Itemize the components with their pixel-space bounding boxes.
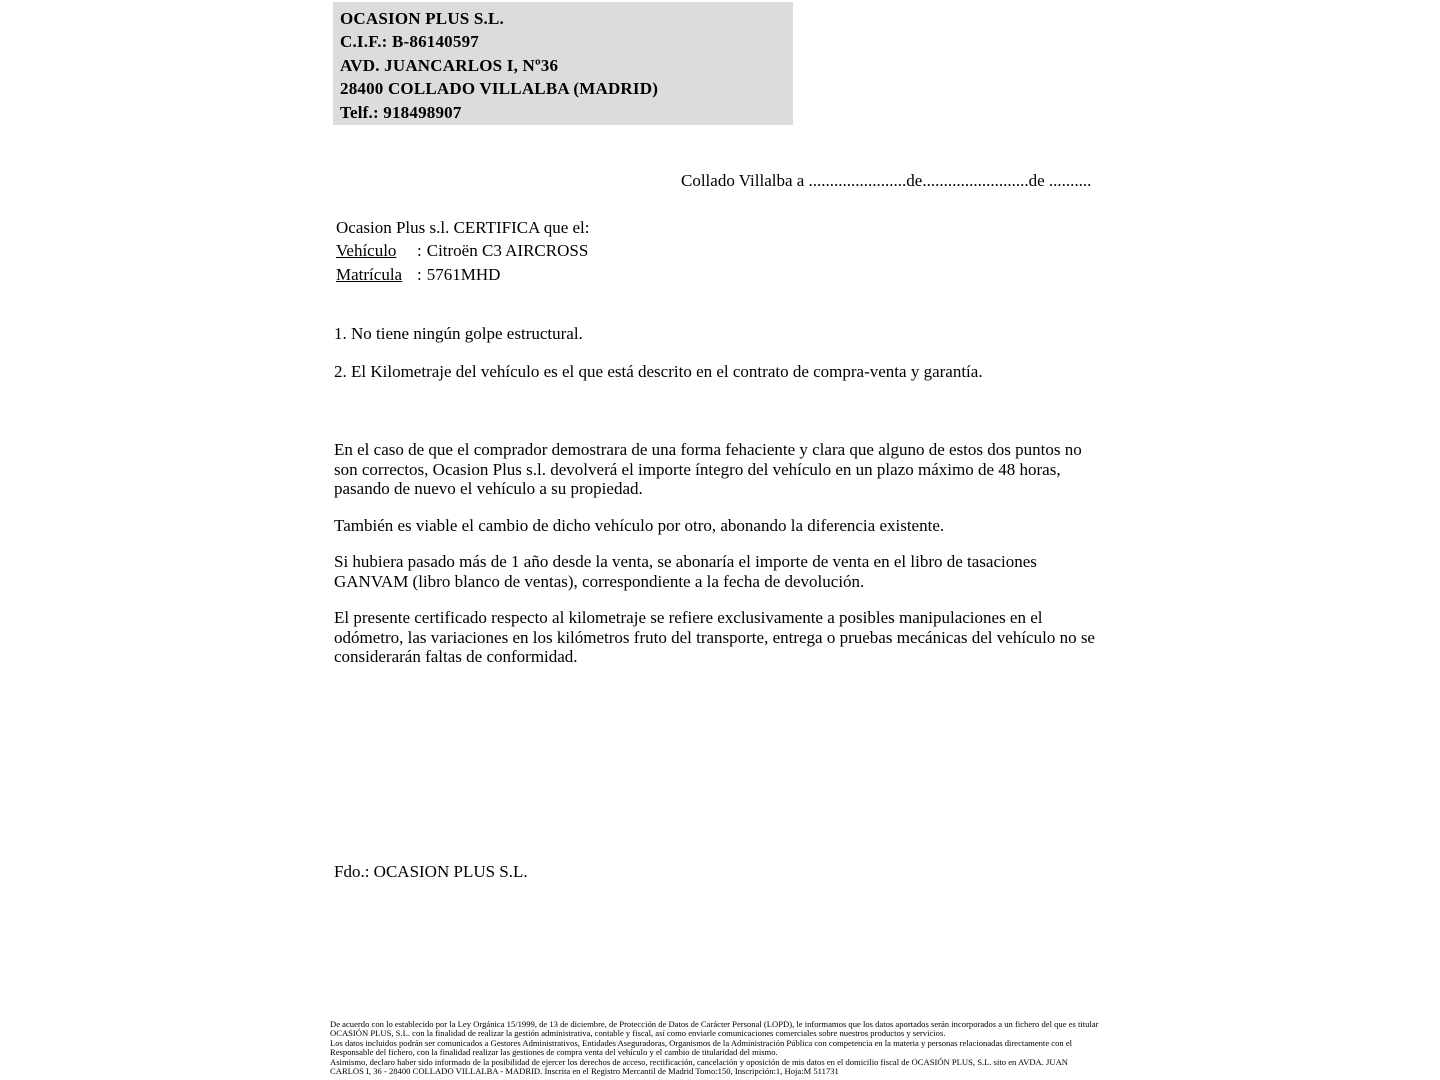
- certify-intro: Ocasion Plus s.l. CERTIFICA que el:: [336, 218, 590, 237]
- terms-paragraph-ganvam: Si hubiera pasado más de 1 año desde la venta, se abonaría el importe de venta en el libro de tasaciones GANVAM (libro blanco de ventas), correspondiente a la fecha de devolución.: [334, 552, 1037, 591]
- legal-line: Responsable del fichero, con la finalidad realizar las gestiones de compra venta del vehículo y el cambio de titularidad del mismo.: [330, 1047, 778, 1058]
- plate-label: Matrícula: [336, 264, 403, 284]
- company-name: OCASION PLUS S.L.: [340, 9, 504, 28]
- vehicle-label-cell: [336, 239, 417, 262]
- terms-paragraph-refund: En el caso de que el comprador demostrara de una forma fehaciente y clara que alguno de estos dos puntos no son correctos, Ocasion Plus s.l. devolverá el importe íntegro del vehículo en un plazo máximo de 48 horas, pasando de nuevo el vehículo a su propiedad.: [334, 440, 1082, 498]
- plate-value: 5761MHD: [426, 264, 501, 284]
- legal-line: OCASIÓN PLUS, S.L. con la finalidad de realizar la gestión administrativa, contable y fiscal, así como enviarle comunicaciones comerciales sobre nuestros productos y servicios.: [330, 1028, 946, 1039]
- plate-colon: :: [417, 264, 422, 284]
- company-city: 28400 COLLADO VILLALBA (MADRID): [340, 79, 659, 99]
- company-header-box: [333, 2, 793, 125]
- legal-line: Asimismo, declaro haber sido informado de la posibilidad de ejercer los derechos de acceso, rectificación, cancelación y oposición de mis datos en el domicilio fiscal de OCASIÓN PLUS, S.L. sito en AVDA. JUAN: [330, 1056, 1069, 1067]
- plate-row: [336, 263, 590, 286]
- vehicle-label: Vehículo: [336, 241, 397, 261]
- condition-item-1: 1. No tiene ningún golpe estructural.: [334, 324, 583, 343]
- legal-line: CARLOS I, 36 - 28400 COLLADO VILLALBA - MADRID. Inscrita en el Registro Mercantil de Madrid Tomo:150, Inscripción:1, Hoja:M 511731: [330, 1066, 839, 1077]
- legal-line: De acuerdo con lo establecido por la Ley Orgánica 15/1999, de 13 de diciembre, de Protección de Datos de Carácter Personal (LOPD), le informamos que los datos aportados serán incorporados a un fichero del que es titular: [330, 1019, 1099, 1029]
- vehicle-colon: :: [417, 241, 422, 261]
- conditions-list: [334, 324, 983, 399]
- terms-section: [334, 440, 1096, 684]
- legal-line: Los datos incluidos podrán ser comunicados a Gestores Administrativos, Entidades Aseguradoras, Organismos de la Administración Pública con competencia en la materia y personas relacionadas directamente con el: [330, 1037, 1073, 1048]
- signature-line: Fdo.: OCASION PLUS S.L.: [334, 862, 528, 881]
- legal-fine-print: [330, 1020, 1099, 1076]
- plate-label-cell: [336, 263, 417, 286]
- vehicle-value: Citroën C3 AIRCROSS: [426, 241, 589, 261]
- date-line: Collado Villalba a .......................de.........................de ..........: [681, 171, 1092, 190]
- condition-item-2: 2. El Kilometraje del vehículo es el que está descrito en el contrato de compra-venta y garantía.: [334, 361, 983, 381]
- certify-block: [336, 216, 590, 286]
- terms-paragraph-odometer: El presente certificado respecto al kilometraje se refiere exclusivamente a posibles manipulaciones en el odómetro, las variaciones en los kilómetros fruto del transporte, entrega o pruebas mecánicas del vehículo no se considerarán faltas de conformidad.: [334, 608, 1095, 666]
- company-phone: Telf.: 918498907: [340, 102, 462, 122]
- company-cif: C.I.F.: B-86140597: [340, 32, 479, 52]
- vehicle-row: [336, 239, 590, 262]
- terms-paragraph-exchange: También es viable el cambio de dicho vehículo por otro, abonando la diferencia existente.: [334, 515, 945, 535]
- company-address: AVD. JUANCARLOS I, Nº36: [340, 55, 559, 75]
